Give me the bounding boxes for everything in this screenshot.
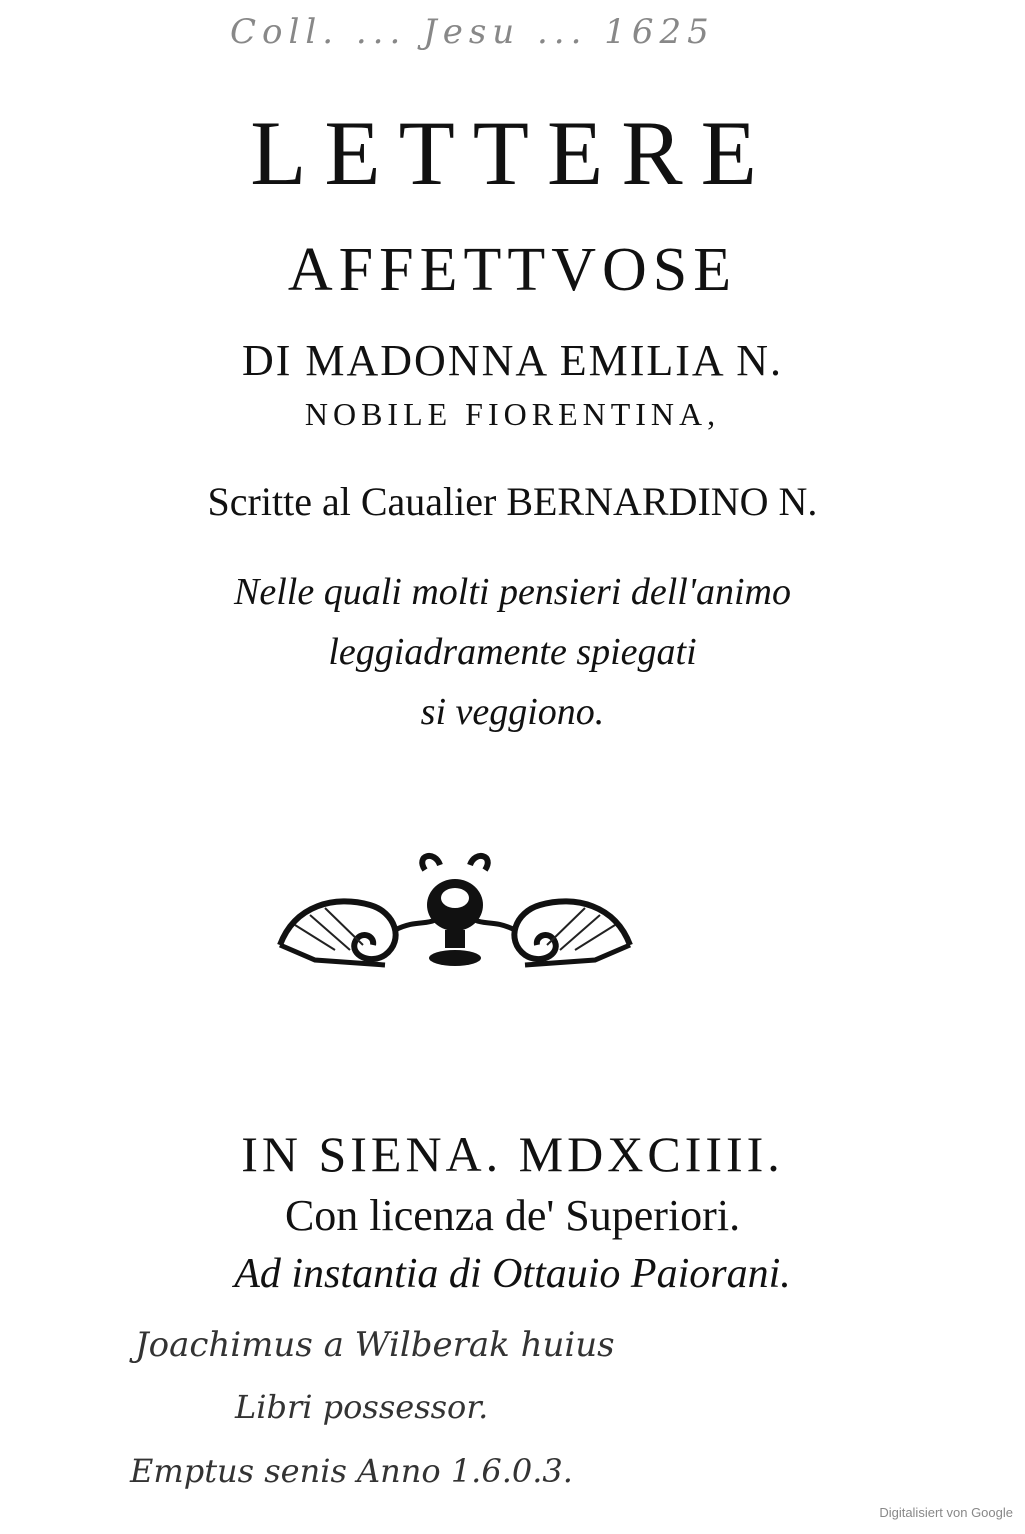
- subtitle-affettuose: AFFETTVOSE: [287, 236, 738, 304]
- handwritten-ownership-line-2: Libri possessor.: [235, 1388, 489, 1426]
- description-line-1: Nelle quali molti pensieri dell'animo: [234, 571, 791, 613]
- description-line-3: si veggiono.: [420, 691, 605, 733]
- printer-ornament-image: [275, 850, 635, 980]
- subtitle-author: DI MADONNA EMILIA N.: [241, 336, 784, 385]
- subtitle-recipient: Scritte al Caualier BERNARDINO N.: [207, 479, 818, 524]
- imprint-publisher: Ad instantia di Ottauio Paiorani.: [234, 1251, 791, 1297]
- handwritten-ownership-line-1: Joachimus a Wilberak huius: [135, 1325, 615, 1365]
- subtitle-origin: NOBILE FIORENTINA,: [304, 396, 721, 432]
- imprint-place-year: IN SIENA. MDXCIIII.: [241, 1126, 784, 1182]
- book-title: LETTERE: [250, 102, 775, 204]
- handwritten-note-top: Coll. ... Jesu ... 1625: [230, 12, 715, 52]
- description-line-2: leggiadramente spiegati: [328, 631, 697, 673]
- imprint-license: Con licenza de' Superiori.: [284, 1191, 741, 1240]
- handwritten-ownership-line-3: Emptus senis Anno 1.6.0.3.: [130, 1452, 573, 1490]
- digitization-watermark: Digitalisiert von Google: [879, 1505, 1013, 1520]
